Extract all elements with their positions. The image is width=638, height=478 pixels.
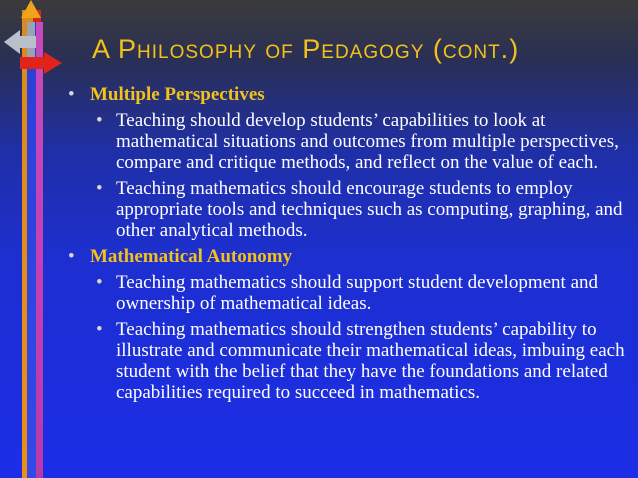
- arrow-left-stem: [18, 36, 36, 48]
- bullet-icon: •: [68, 84, 75, 105]
- arrow-right-icon: [44, 52, 62, 74]
- bullet-item: [66, 319, 632, 403]
- bullet-icon: •: [68, 246, 75, 267]
- slide-title: A Philosophy of Pedagogy (cont.): [92, 34, 520, 64]
- bullet-item: [66, 178, 632, 241]
- bullet-icon: •: [96, 272, 103, 293]
- arrow-right-stem: [20, 57, 46, 69]
- slide-body: [66, 84, 632, 408]
- bullet-item-text: Teaching mathematics should support student development and ownership of mathematical ideas.: [116, 272, 599, 314]
- decor-bar-pink: [36, 22, 43, 478]
- bullet-item-text: Teaching mathematics should encourage students to employ appropriate tools and techniques such as computing, graphing, and other analytical methods.: [116, 178, 623, 241]
- bullet-item-text: Teaching should develop students’ capabilities to look at mathematical situations and outcomes from multiple perspectives, compare and critique methods, and reflect on the value of each.: [116, 110, 619, 173]
- section-heading-text: Multiple Perspectives: [90, 84, 265, 105]
- arrow-left-icon: [4, 30, 20, 54]
- bullet-item: [66, 272, 632, 314]
- bullet-icon: •: [96, 110, 103, 131]
- section-heading-text: Mathematical Autonomy: [90, 246, 293, 267]
- arrow-up-icon: [21, 0, 41, 18]
- section-heading: [66, 246, 632, 268]
- bullet-item: [66, 110, 632, 173]
- bullet-item-text: Teaching mathematics should strengthen students’ capability to illustrate and communicate their mathematical ideas, imbuing each student with the belief that they have the foundations and related capabilities required to succeed in mathematics.: [116, 319, 625, 403]
- bullet-icon: •: [96, 178, 103, 199]
- section-heading: [66, 84, 632, 106]
- bullet-icon: •: [96, 319, 103, 340]
